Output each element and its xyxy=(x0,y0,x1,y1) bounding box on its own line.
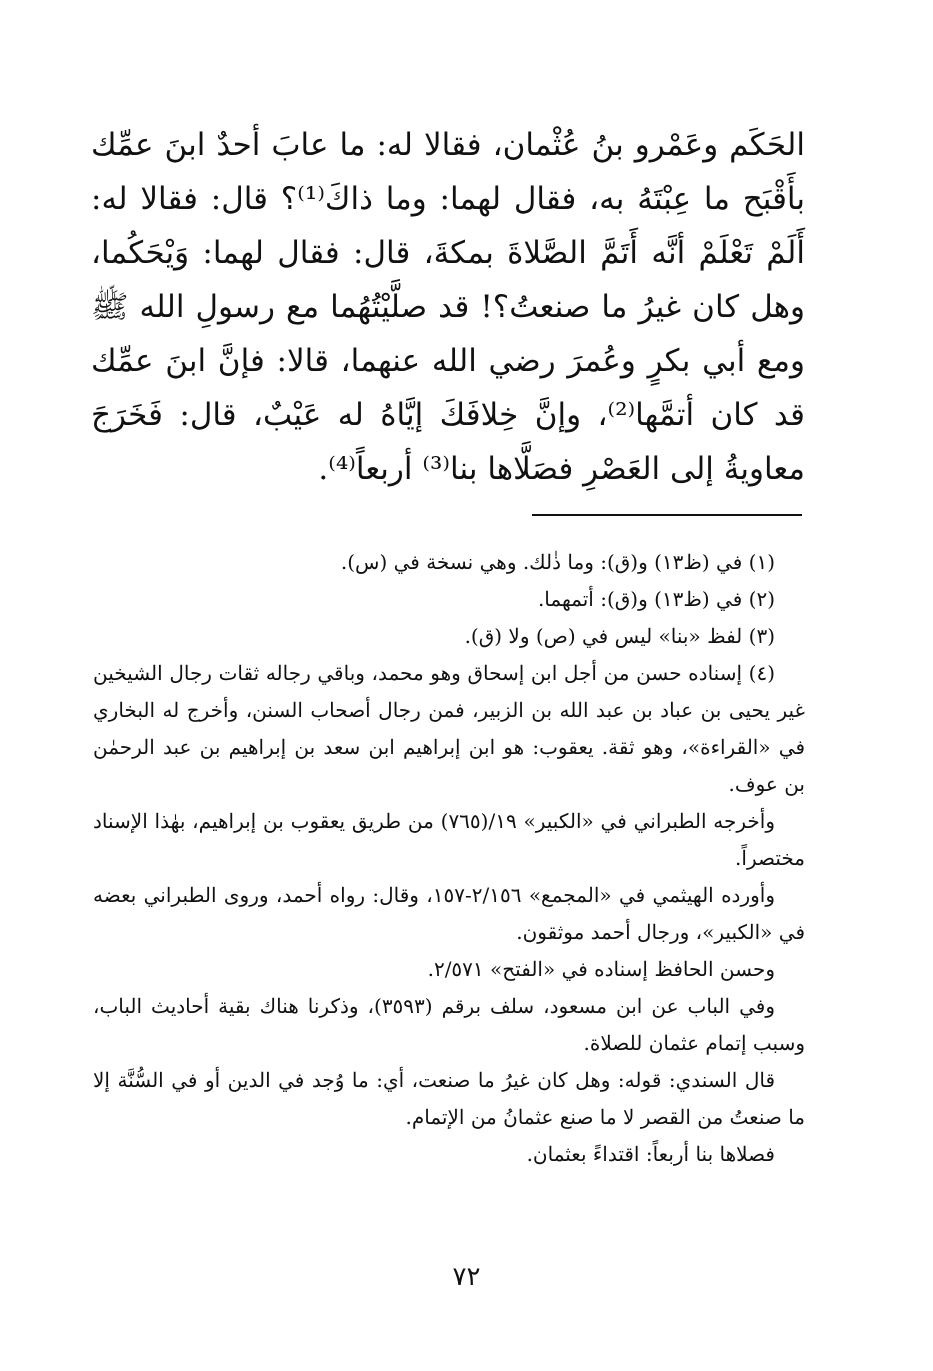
footnote-4-haythami: وأورده الهيثمي في «المجمع» ٢/١٥٦-١٥٧، وقال: رواه أحمد، وروى الطبراني بعضه في «الكبير»، ورجال أحمد موثقون. xyxy=(93,883,805,944)
footnote-4-bab: وفي الباب عن ابن مسعود، سلف برقم (٣٥٩٣)، وذكرنا هناك بقية أحاديث الباب، وسبب إتمام عثمان للصلاة. xyxy=(93,994,805,1055)
footnote-3: (٣) لفظ «بنا» ليس في (ص) ولا (ق). xyxy=(464,624,775,648)
footnote-4-final: فصلاها بنا أربعاً: اقتداءً بعثمان. xyxy=(526,1142,775,1166)
footnote-1: (١) في (ظ١٣) و(ق): وما ذٰلك. وهي نسخة في (س). xyxy=(340,550,775,574)
footnotes-block xyxy=(93,544,805,1173)
main-paragraph: الحَكَم وعَمْرو بنُ عُثْمان، فقالا له: ما عابَ أحدٌ ابنَ عمِّك بأَقْبَح ما عِبْتَهُ به، فقال لهما: وما ذاكَ⁽¹⁾؟ قال: فقالا له: أَلَمْ تَعْلَمْ أنَّه أَتَمَّ الصَّلاةَ بمكةَ، قال: فقال لهما: وَيْحَكُما، وهل كان غيرُ ما صنعتُ؟! قد صلَّيْتُهُما مع رسولِ الله ﷺ ومع أبي بكرٍ وعُمرَ رضي الله عنهما، قالا: فإنَّ ابنَ عمِّك قد كان أتمَّها⁽²⁾، وإنَّ خِلافَكَ إيَّاهُ له عَيْبٌ، قال: فَخَرَجَ معاويةُ إلى العَصْرِ فصَلَّاها بنا⁽³⁾ أربعاً⁽⁴⁾. xyxy=(91,127,806,487)
footnote-4: (٤) إسناده حسن من أجل ابن إسحاق وهو محمد، وباقي رجاله ثقات رجال الشيخين غير يحيى بن عباد بن عبد الله بن الزبير، فمن رجال أصحاب السنن، وأخرج له البخاري في «القراءة»، وهو ثقة. يعقوب: هو ابن إبراهيم ابن سعد بن إبراهيم بن عبد الرحمٰن بن عوف. xyxy=(93,661,805,796)
footnote-4-takhrij: وأخرجه الطبراني في «الكبير» ١٩/(٧٦٥) من طريق يعقوب بن إبراهيم، بهٰذا الإسناد مختصراً. xyxy=(93,809,805,870)
footnote-4-fath: وحسن الحافظ إسناده في «الفتح» ٢/٥٧١. xyxy=(427,957,775,981)
page-number: ٧٢ xyxy=(452,1262,481,1292)
main-text-block xyxy=(91,118,805,496)
footnote-4-sindi: قال السندي: قوله: وهل كان غيرُ ما صنعت، أي: ما وُجد في الدين أو في السُّنَّة إلا ما صنعتُ من القصر لا ما صنع عثمانُ من الإتمام. xyxy=(93,1068,805,1129)
footnote-2: (٢) في (ظ١٣) و(ق): أتمهما. xyxy=(537,587,775,611)
footnote-separator xyxy=(532,514,802,516)
